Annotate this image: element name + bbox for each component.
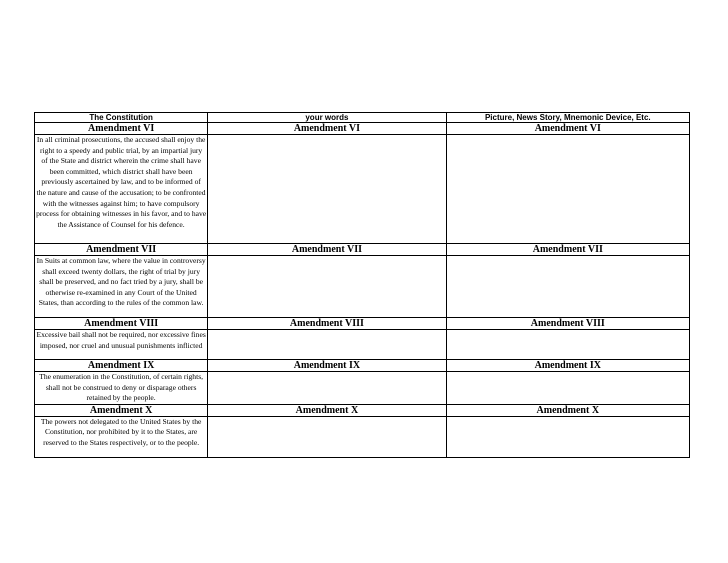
amendment-7-your-words-title: Amendment VII <box>208 244 446 256</box>
amendment-7-title-row <box>35 244 690 256</box>
amendment-9-body-row <box>35 372 690 405</box>
amendment-10-title-row <box>35 404 690 416</box>
amendment-9-title-row <box>35 360 690 372</box>
amendment-8-title-row <box>35 318 690 330</box>
amendment-6-body-row <box>35 135 690 244</box>
amendment-6-text: In all criminal prosecutions, the accused shall enjoy the right to a speedy and public trial, by an impartial jury of the State and district wherein the crime shall have been committed, which district shall have been previously ascertained by law, and to be informed of the nature and cause of the accusation; to be confronted with the witnesses against him; to have compulsory process for obtaining witnesses in his favor, and to have the Assistance of Counsel for his defence. <box>35 135 208 244</box>
amendment-10-picture-cell[interactable] <box>446 416 689 457</box>
amendment-7-picture-title: Amendment VII <box>446 244 689 256</box>
amendment-7-title: Amendment VII <box>35 244 208 256</box>
header-picture: Picture, News Story, Mnemonic Device, Etc. <box>446 113 689 123</box>
amendment-9-your-words-title: Amendment IX <box>208 360 446 372</box>
amendment-9-picture-title: Amendment IX <box>446 360 689 372</box>
header-constitution: The Constitution <box>35 113 208 123</box>
amendment-10-body-row <box>35 416 690 457</box>
amendment-8-picture-cell[interactable] <box>446 330 689 360</box>
amendment-6-picture-cell[interactable] <box>446 135 689 244</box>
amendment-10-picture-title: Amendment X <box>446 404 689 416</box>
amendment-9-title: Amendment IX <box>35 360 208 372</box>
amendment-7-picture-cell[interactable] <box>446 256 689 318</box>
amendments-worksheet-table <box>34 112 690 458</box>
amendment-10-title: Amendment X <box>35 404 208 416</box>
amendment-6-picture-title: Amendment VI <box>446 123 689 135</box>
amendment-6-your-words-title: Amendment VI <box>208 123 446 135</box>
amendment-10-text: The powers not delegated to the United States by the Constitution, nor prohibited by it to the States, are reserved to the States respectively, or to the people. <box>35 416 208 457</box>
amendment-8-body-row <box>35 330 690 360</box>
amendment-6-title: Amendment VI <box>35 123 208 135</box>
amendment-7-text: In Suits at common law, where the value in controversy shall exceed twenty dollars, the right of trial by jury shall be preserved, and no fact tried by a jury, shall be otherwise re-examined in any Court of the United States, than according to the rules of the common law. <box>35 256 208 318</box>
amendment-9-picture-cell[interactable] <box>446 372 689 405</box>
amendment-10-your-words-title: Amendment X <box>208 404 446 416</box>
amendment-8-title: Amendment VIII <box>35 318 208 330</box>
header-your-words: your words <box>208 113 446 123</box>
amendment-8-your-words-title: Amendment VIII <box>208 318 446 330</box>
amendment-7-body-row <box>35 256 690 318</box>
amendment-8-text: Excessive bail shall not be required, nor excessive fines imposed, nor cruel and unusual punishments inflicted <box>35 330 208 360</box>
amendment-6-title-row <box>35 123 690 135</box>
amendment-8-your-words-cell[interactable] <box>208 330 446 360</box>
amendment-8-picture-title: Amendment VIII <box>446 318 689 330</box>
amendment-6-your-words-cell[interactable] <box>208 135 446 244</box>
amendment-7-your-words-cell[interactable] <box>208 256 446 318</box>
header-row <box>35 113 690 123</box>
amendment-9-text: The enumeration in the Constitution, of certain rights, shall not be construed to deny or disparage others retained by the people. <box>35 372 208 405</box>
amendment-10-your-words-cell[interactable] <box>208 416 446 457</box>
amendment-9-your-words-cell[interactable] <box>208 372 446 405</box>
